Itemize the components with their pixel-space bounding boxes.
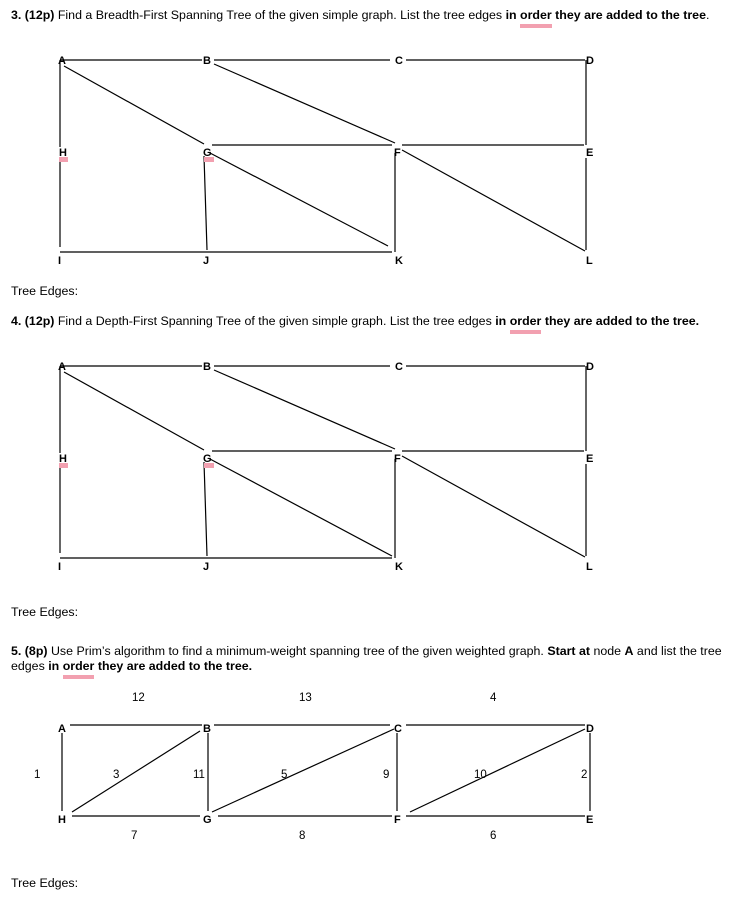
q5-tree-edges-label: Tree Edges:	[11, 876, 79, 890]
question-5	[11, 644, 723, 674]
edge-b-f	[214, 370, 395, 449]
node-l: L	[586, 255, 593, 267]
q4-emph-order: order	[509, 314, 542, 328]
node-c: C	[395, 55, 403, 67]
edge-b-f	[214, 64, 395, 143]
q3-number: 3.	[11, 8, 22, 22]
node-g: G	[203, 453, 212, 465]
node-h: H	[59, 147, 67, 159]
weight-g-f: 8	[299, 830, 306, 842]
q5-node-a: A	[624, 644, 634, 658]
node-a: A	[58, 55, 66, 67]
edge-g-j	[204, 462, 207, 556]
edge-a-g	[64, 66, 204, 144]
node-i: I	[58, 561, 62, 573]
node-k: K	[395, 255, 403, 267]
node-a: A	[58, 723, 66, 735]
node-d: D	[586, 55, 594, 67]
node-j: J	[203, 255, 210, 267]
q3-tree-edges-label: Tree Edges:	[11, 284, 79, 298]
node-b: B	[203, 723, 211, 735]
q5-text: Use Prim’s algorithm to find a minimum-weight spanning tree of the given weighted graph.	[50, 644, 544, 658]
node-l: L	[586, 561, 593, 573]
question-4	[11, 314, 723, 329]
q4-text: Find a Depth-First Spanning Tree of the given simple graph. List the tree edges	[57, 314, 492, 328]
node-i: I	[58, 255, 62, 267]
q5-number: 5.	[11, 644, 22, 658]
node-c: C	[394, 723, 402, 735]
q5-emph-order: order	[62, 659, 95, 673]
node-h: H	[59, 453, 67, 465]
q5-text-list: and list the tree edges	[11, 644, 722, 673]
q3-emph-rest: they are added to the tree	[555, 8, 706, 22]
weight-c-f: 9	[383, 769, 390, 781]
node-g: G	[203, 147, 212, 159]
graph-5-weighted	[0, 685, 732, 845]
q3-points: (12p)	[24, 8, 55, 22]
q4-emph-rest: they are added to the tree.	[544, 314, 700, 328]
graph-4	[0, 356, 732, 576]
weight-f-e: 6	[490, 830, 497, 842]
edge-g-k	[210, 459, 392, 556]
edge-d-f	[410, 729, 588, 812]
node-k: K	[395, 561, 403, 573]
edge-f-l	[402, 456, 585, 557]
node-c: C	[395, 361, 403, 373]
edge-a-g	[64, 372, 204, 450]
q3-period: .	[705, 8, 710, 22]
weight-h-g: 7	[131, 830, 138, 842]
node-j: J	[203, 561, 210, 573]
question-3	[11, 8, 723, 23]
edge-c-g	[212, 729, 394, 812]
node-f: F	[394, 814, 401, 826]
node-e: E	[586, 453, 594, 465]
node-e: E	[586, 814, 594, 826]
q4-points: (12p)	[24, 314, 55, 328]
weight-b-g: 11	[193, 769, 205, 781]
q4-tree-edges-label: Tree Edges:	[11, 605, 79, 619]
q3-text: Find a Breadth-First Spanning Tree of the given simple graph. List the tree edges	[57, 8, 503, 22]
graph-3	[0, 50, 732, 270]
weight-c-d: 4	[490, 692, 497, 704]
q5-emph-rest: they are added to the tree.	[97, 659, 253, 673]
q5-text-node: node	[593, 644, 622, 658]
node-f: F	[394, 453, 401, 465]
q3-emph-order: order	[520, 8, 552, 22]
weight-c-g: 5	[281, 769, 288, 781]
edge-b-h	[72, 731, 200, 812]
weight-d-f: 10	[474, 769, 487, 781]
node-e: E	[586, 147, 594, 159]
edge-g-j	[204, 156, 207, 250]
q5-points: (8p)	[24, 644, 48, 658]
weight-b-h: 3	[113, 769, 120, 781]
weight-d-e: 2	[581, 769, 588, 781]
node-a: A	[58, 361, 66, 373]
q3-emph-in: in	[505, 8, 517, 22]
weight-a-h: 1	[34, 769, 41, 781]
node-d: D	[586, 361, 594, 373]
q4-number: 4.	[11, 314, 22, 328]
node-d: D	[586, 723, 594, 735]
node-b: B	[203, 55, 211, 67]
node-h: H	[58, 814, 66, 826]
q5-start-at: Start at	[547, 644, 591, 658]
q5-emph-in: in	[48, 659, 60, 673]
q4-emph-in: in	[495, 314, 507, 328]
edge-g-k	[210, 153, 388, 246]
edge-f-l	[402, 150, 585, 251]
node-g: G	[203, 814, 212, 826]
node-f: F	[394, 147, 401, 159]
weight-a-b: 12	[132, 692, 145, 704]
weight-b-c: 13	[299, 692, 312, 704]
node-b: B	[203, 361, 211, 373]
